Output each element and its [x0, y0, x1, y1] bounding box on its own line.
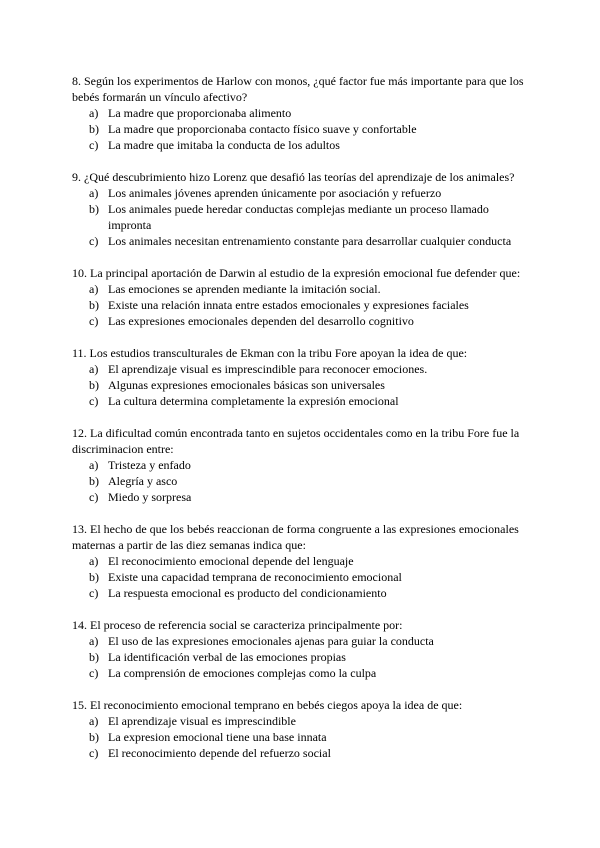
option-item — [72, 633, 528, 649]
question-10 — [72, 265, 528, 329]
option-letter: c) — [89, 666, 99, 680]
option-text: Las emociones se aprenden mediante la imitación social. — [108, 282, 381, 296]
option-list — [72, 553, 528, 601]
option-letter: c) — [89, 314, 99, 328]
option-list — [72, 185, 528, 249]
option-letter: a) — [89, 634, 99, 648]
option-item — [72, 233, 528, 249]
option-text: Existe una relación innata entre estados emocionales y expresiones faciales — [108, 298, 469, 312]
option-item — [72, 313, 528, 329]
option-text: Las expresiones emocionales dependen del desarrollo cognitivo — [108, 314, 414, 328]
option-letter: a) — [89, 106, 99, 120]
option-letter: c) — [89, 746, 99, 760]
option-letter: b) — [89, 202, 99, 216]
option-item — [72, 585, 528, 601]
option-item — [72, 105, 528, 121]
option-list — [72, 281, 528, 329]
option-text: Existe una capacidad temprana de reconocimiento emocional — [108, 570, 402, 584]
option-item — [72, 201, 528, 233]
question-12 — [72, 425, 528, 505]
option-list — [72, 105, 528, 153]
option-text: La madre que proporcionaba contacto físico suave y confortable — [108, 122, 417, 136]
option-item — [72, 281, 528, 297]
option-letter: a) — [89, 186, 99, 200]
option-item — [72, 665, 528, 681]
option-text: La cultura determina completamente la expresión emocional — [108, 394, 399, 408]
option-item — [72, 361, 528, 377]
question-15 — [72, 697, 528, 761]
question-stem: 11. Los estudios transculturales de Ekman con la tribu Fore apoyan la idea de que: — [72, 346, 468, 360]
option-letter: c) — [89, 234, 99, 248]
option-list — [72, 457, 528, 505]
question-8 — [72, 73, 528, 153]
option-text: La respuesta emocional es producto del condicionamiento — [108, 586, 387, 600]
option-text: La comprensión de emociones complejas como la culpa — [108, 666, 377, 680]
option-item — [72, 185, 528, 201]
option-item — [72, 569, 528, 585]
option-item — [72, 489, 528, 505]
option-list — [72, 361, 528, 409]
option-letter: b) — [89, 122, 99, 136]
option-text: El uso de las expresiones emocionales ajenas para guiar la conducta — [108, 634, 434, 648]
option-letter: a) — [89, 554, 99, 568]
option-text: El reconocimiento depende del refuerzo social — [108, 746, 331, 760]
option-text: La identificación verbal de las emociones propias — [108, 650, 346, 664]
option-text: El reconocimiento emocional depende del lenguaje — [108, 554, 354, 568]
question-9 — [72, 169, 528, 249]
question-stem: 13. El hecho de que los bebés reaccionan de forma congruente a las expresiones emocionales maternas a partir de las diez semanas indica que: — [72, 522, 519, 552]
option-letter: b) — [89, 650, 99, 664]
option-item — [72, 457, 528, 473]
option-letter: b) — [89, 730, 99, 744]
option-item — [72, 377, 528, 393]
option-letter: b) — [89, 378, 99, 392]
option-text: La madre que imitaba la conducta de los adultos — [108, 138, 340, 152]
question-11 — [72, 345, 528, 409]
option-text: Alegría y asco — [108, 474, 178, 488]
option-item — [72, 713, 528, 729]
question-stem: 14. El proceso de referencia social se caracteriza principalmente por: — [72, 618, 403, 632]
option-item — [72, 393, 528, 409]
option-item — [72, 745, 528, 761]
question-stem: 12. La dificultad común encontrada tanto en sujetos occidentales como en la tribu Fore fue la discriminacion entre: — [72, 426, 520, 456]
option-text: Miedo y sorpresa — [108, 490, 192, 504]
option-letter: a) — [89, 282, 99, 296]
option-letter: c) — [89, 490, 99, 504]
option-text: El aprendizaje visual es imprescindible para reconocer emociones. — [108, 362, 428, 376]
option-item — [72, 473, 528, 489]
option-item — [72, 297, 528, 313]
option-letter: c) — [89, 586, 99, 600]
option-letter: a) — [89, 362, 99, 376]
option-text: Los animales puede heredar conductas complejas mediante un proceso llamado impronta — [108, 202, 489, 232]
option-text: La expresion emocional tiene una base innata — [108, 730, 327, 744]
option-letter: c) — [89, 394, 99, 408]
option-text: El aprendizaje visual es imprescindible — [108, 714, 296, 728]
option-item — [72, 137, 528, 153]
option-letter: b) — [89, 298, 99, 312]
option-letter: c) — [89, 138, 99, 152]
option-letter: a) — [89, 714, 99, 728]
option-text: Tristeza y enfado — [108, 458, 191, 472]
question-stem: 10. La principal aportación de Darwin al estudio de la expresión emocional fue defender que: — [72, 266, 521, 280]
option-text: Los animales jóvenes aprenden únicamente por asociación y refuerzo — [108, 186, 442, 200]
option-letter: b) — [89, 474, 99, 488]
option-text: Algunas expresiones emocionales básicas son universales — [108, 378, 385, 392]
question-stem: 8. Según los experimentos de Harlow con monos, ¿qué factor fue más importante para que los bebés formarán un vínculo afectivo? — [72, 74, 524, 104]
question-stem: 15. El reconocimiento emocional temprano en bebés ciegos apoya la idea de que: — [72, 698, 463, 712]
option-list — [72, 713, 528, 761]
option-letter: b) — [89, 570, 99, 584]
option-list — [72, 633, 528, 681]
question-13 — [72, 521, 528, 601]
option-item — [72, 553, 528, 569]
option-item — [72, 649, 528, 665]
option-item — [72, 729, 528, 745]
question-stem: 9. ¿Qué descubrimiento hizo Lorenz que desafió las teorías del aprendizaje de los animales? — [72, 170, 515, 184]
option-letter: a) — [89, 458, 99, 472]
option-text: La madre que proporcionaba alimento — [108, 106, 292, 120]
option-text: Los animales necesitan entrenamiento constante para desarrollar cualquier conducta — [108, 234, 512, 248]
option-item — [72, 121, 528, 137]
question-14 — [72, 617, 528, 681]
